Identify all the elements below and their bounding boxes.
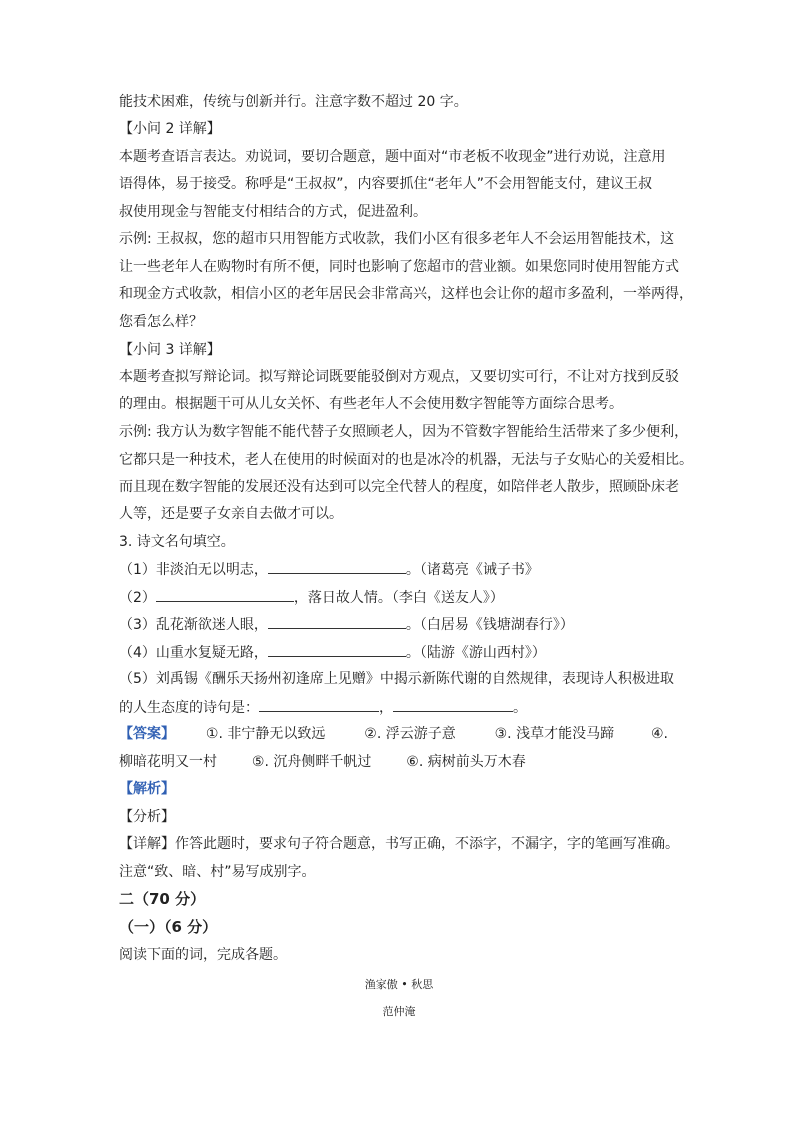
subsection-heading: （一）（6 分） <box>119 918 218 936</box>
text-line: 让一些老年人在购物时有所不便，同时也影响了您超市的营业额。如果您同时使用智能方式 <box>119 259 679 275</box>
fill-text: ， <box>379 700 393 716</box>
fill-question-5-cont <box>119 697 527 717</box>
poem-title: 渔家傲 • 秋思 <box>364 978 434 991</box>
text-line: 示例: 我方认为数字智能不能代替子女照顾老人，因为不管数字智能给生活带来了多少便利， <box>119 424 689 440</box>
poem-author: 范仲淹 <box>382 1005 416 1018</box>
fill-question-2 <box>119 587 504 607</box>
answer-blank <box>268 559 406 574</box>
fill-text: （4）山重水复疑无路， <box>119 645 268 661</box>
answer-item: ①. 非宁静无以致远 <box>205 726 326 742</box>
fill-text: 的人生态度的诗句是： <box>119 700 259 716</box>
answer-item: ⑤. 沉舟侧畔千帆过 <box>251 754 372 770</box>
text-line: 语得体，易于接受。称呼是“王叔叔”，内容要抓住“老年人”不会用智能支付，建议王叔 <box>119 176 653 192</box>
subquestion-heading: 【小问 3 详解】 <box>119 342 221 358</box>
text-line: 注意“致、暗、村”易写成别字。 <box>119 864 316 880</box>
fill-text: 。 <box>513 700 527 716</box>
answer-label: 【答案】 <box>119 726 175 742</box>
text-line: 本题考查拟写辩论词。拟写辩论词既要能驳倒对方观点，又要切实可行，不让对方找到反驳 <box>119 369 679 385</box>
analysis-heading: 【分析】 <box>119 809 175 825</box>
answer-blank <box>268 642 406 657</box>
text-line: 能技术困难，传统与创新并行。注意字数不超过 20 字。 <box>119 94 468 110</box>
answer-item: ③. 浅草才能没马蹄 <box>494 726 615 742</box>
fill-text: 。（诸葛亮《诫子书》 <box>405 562 539 578</box>
fill-text: （3）乱花渐欲迷人眼， <box>119 617 268 633</box>
answer-blank <box>393 697 513 712</box>
fill-text: （2） <box>119 590 156 606</box>
text-line: 本题考查语言表达。劝说词，要切合题意，题中面对“市老板不收现金”进行劝说，注意用 <box>119 149 666 165</box>
fill-question-1 <box>119 559 539 579</box>
answer-item: 柳暗花明又一村 <box>119 754 217 770</box>
answer-item: ⑥. 病树前头万木春 <box>406 754 526 770</box>
answer-line <box>119 724 668 744</box>
analysis-label: 【解析】 <box>119 781 175 797</box>
answer-blank <box>259 697 379 712</box>
answer-item: ④. <box>650 726 668 742</box>
answer-blank <box>156 587 294 602</box>
fill-question-5: （5）刘禹锡《酬乐天扬州初逢席上见赠》中揭示新陈代谢的自然规律，表现诗人积极进取 <box>119 671 674 687</box>
instruction-text: 阅读下面的词，完成各题。 <box>119 947 287 963</box>
text-line: 而且现在数字智能的发展还没有达到可以完全代替人的程度，如陪伴老人散步，照顾卧床老 <box>119 479 679 495</box>
fill-text: ，落日故人情。（李白《送友人》） <box>293 590 504 606</box>
answer-blank <box>268 614 406 629</box>
subquestion-heading: 【小问 2 详解】 <box>119 121 221 137</box>
text-line: 人等，还是要子女亲自去做才可以。 <box>119 506 343 522</box>
text-line: 的理由。根据题干可从儿女关怀、有些老年人不会使用数字智能等方面综合思考。 <box>119 396 623 412</box>
text-line: 【详解】作答此题时，要求句子符合题意，书写正确，不添字，不漏字，字的笔画写准确。 <box>119 836 679 852</box>
fill-text: （1）非淡泊无以明志， <box>119 562 268 578</box>
text-line: 叔使用现金与智能支付相结合的方式，促进盈利。 <box>119 204 427 220</box>
fill-text: 。（白居易《钱塘湖春行》） <box>405 617 574 633</box>
text-line: 您看怎么样？ <box>119 314 203 330</box>
text-line: 示例: 王叔叔，您的超市只用智能方式收款，我们小区有很多老年人不会运用智能技术，这 <box>119 231 675 247</box>
fill-question-4 <box>119 642 546 662</box>
question-heading: 3. 诗文名句填空。 <box>119 534 235 550</box>
fill-text: 。（陆游《游山西村》） <box>405 645 546 661</box>
answer-item: ②. 浮云游子意 <box>364 726 456 742</box>
text-line: 它都只是一种技术，老人在使用的时候面对的也是冰冷的机器，无法与子女贴心的关爱相比。 <box>119 452 693 468</box>
text-line: 和现金方式收款，相信小区的老年居民会非常高兴，这样也会让你的超市多盈利，一举两得， <box>119 286 693 302</box>
section-heading: 二（70 分） <box>119 890 206 908</box>
fill-question-3 <box>119 614 574 634</box>
answer-line-2 <box>119 752 526 772</box>
